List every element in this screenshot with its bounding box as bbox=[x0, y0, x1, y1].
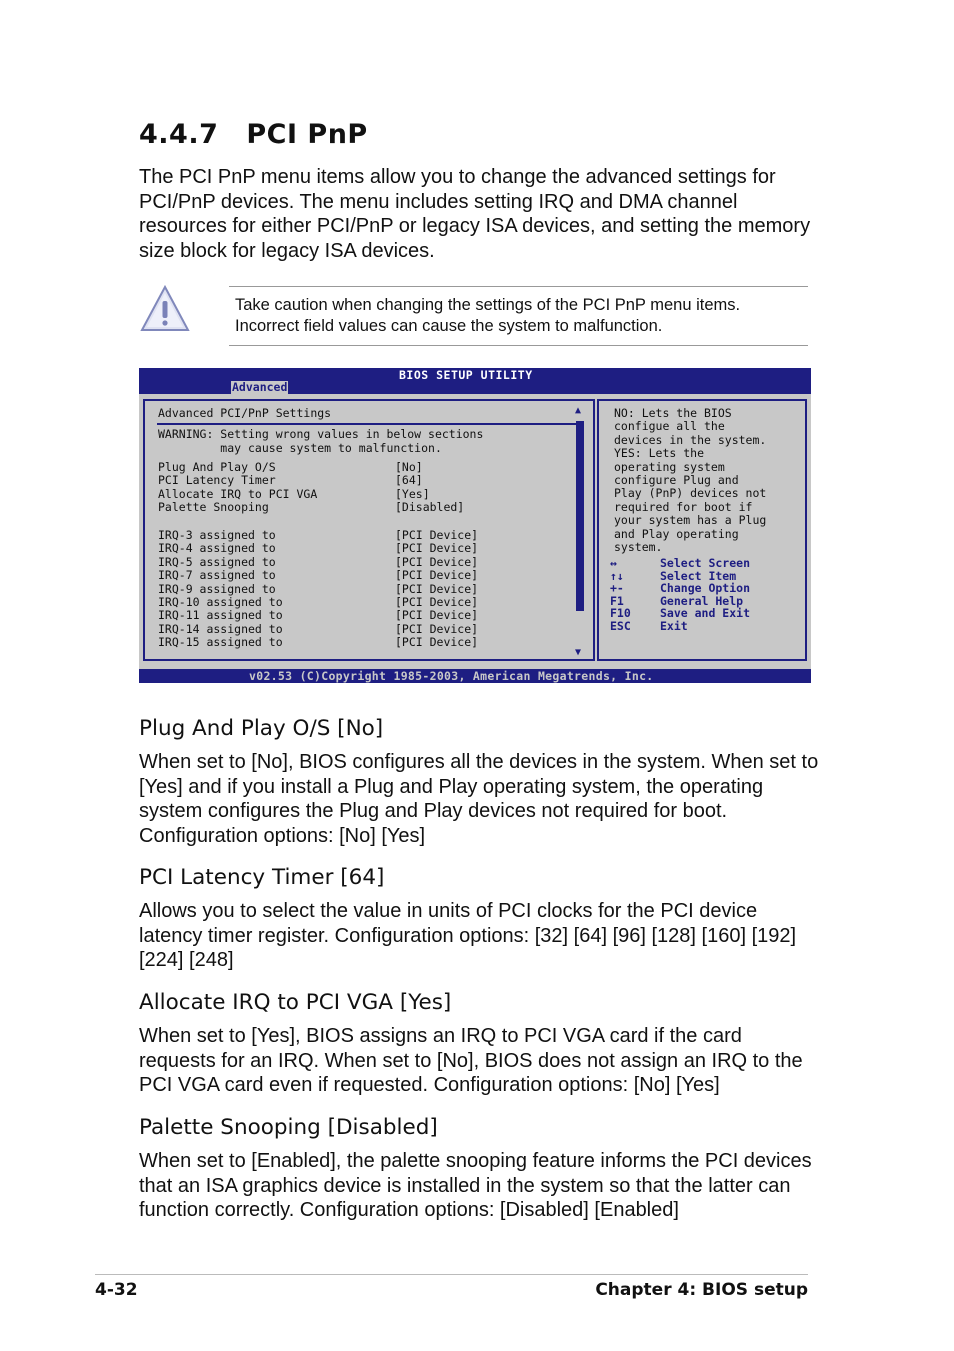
bios-irq-row[interactable] bbox=[158, 596, 558, 609]
key-legend-row bbox=[610, 620, 800, 633]
key-name: ESC bbox=[610, 618, 631, 633]
irq-label: IRQ-7 assigned to bbox=[158, 568, 276, 583]
key-desc: Change Option bbox=[660, 581, 751, 595]
help-line: your system has a Plug bbox=[614, 513, 767, 528]
scrollbar-thumb[interactable] bbox=[576, 421, 584, 611]
scroll-down-icon[interactable]: ▼ bbox=[575, 647, 582, 658]
intro-paragraph: The PCI PnP menu items allow you to change the advanced settings for PCI/PnP devices. The menu includes setting IRQ and DMA channel resources for either PCI/PnP or legacy ISA devices, and setting the memory size block for legacy ISA devices. bbox=[139, 166, 811, 262]
irq-value: [PCI Device] bbox=[395, 635, 479, 650]
warning-icon bbox=[139, 284, 191, 334]
bios-setting-row[interactable] bbox=[158, 461, 558, 474]
key-arrows-horizontal-icon: ↔ bbox=[610, 556, 617, 570]
bios-irq-list bbox=[158, 529, 558, 650]
bios-title-bar bbox=[139, 368, 811, 394]
key-legend-row bbox=[610, 582, 800, 595]
setting-value: [No] bbox=[395, 460, 423, 474]
irq-value: [PCI Device] bbox=[395, 528, 479, 542]
help-line: devices in the system. bbox=[614, 432, 767, 447]
help-line: Play (PnP) devices not bbox=[614, 486, 767, 501]
irq-label: IRQ-11 assigned to bbox=[158, 608, 283, 623]
tab-advanced[interactable]: Advanced bbox=[232, 380, 288, 394]
help-line: configure Plug and bbox=[614, 473, 739, 488]
key-desc: Save and Exit bbox=[660, 606, 751, 620]
bios-setting-row[interactable] bbox=[158, 474, 558, 487]
irq-label: IRQ-10 assigned to bbox=[158, 594, 283, 609]
irq-label: IRQ-15 assigned to bbox=[158, 635, 283, 650]
help-line: YES: Lets the bbox=[614, 446, 705, 461]
scroll-up-icon[interactable]: ▲ bbox=[575, 405, 582, 416]
item-description: When set to [Enabled], the palette snooping feature informs the PCI devices that an ISA graphics device is installed in the system so that the latter can function correctly. Configuration options: [Disabled] [Enabled] bbox=[139, 1150, 812, 1221]
setting-value: [Yes] bbox=[395, 486, 430, 501]
bios-status-bar bbox=[139, 669, 811, 683]
key-desc: Select Screen bbox=[660, 556, 751, 570]
help-line: operating system bbox=[614, 459, 725, 474]
bios-irq-row[interactable] bbox=[158, 609, 558, 622]
bios-irq-row[interactable] bbox=[158, 636, 558, 649]
bios-irq-row[interactable] bbox=[158, 583, 558, 596]
item-description: Allows you to select the value in units of PCI clocks for the PCI device latency timer register. Configuration options: [32] [64] [96] [128] [160] [192] [224] [248] bbox=[139, 900, 797, 971]
key-desc: Exit bbox=[660, 618, 688, 633]
setting-label: Palette Snooping bbox=[158, 500, 269, 515]
key-name: +- bbox=[610, 581, 624, 595]
section-title: PCI PnP bbox=[246, 119, 368, 150]
setting-value: [Disabled] bbox=[395, 500, 465, 515]
item-heading: Palette Snooping [Disabled] bbox=[139, 1115, 438, 1140]
help-line: NO: Lets the BIOS bbox=[614, 406, 732, 420]
setting-label: Plug And Play O/S bbox=[158, 460, 276, 474]
item-description: When set to [Yes], BIOS assigns an IRQ to PCI VGA card if the card requests for an IRQ. When set to [No], BIOS does not assign an IRQ to the PCI VGA card even if requested. Configuration options: [No] [Yes] bbox=[139, 1025, 803, 1096]
bios-irq-row[interactable] bbox=[158, 556, 558, 569]
bios-screenshot bbox=[139, 368, 811, 683]
bios-key-legend bbox=[610, 557, 800, 632]
key-desc: General Help bbox=[660, 593, 744, 608]
setting-label: PCI Latency Timer bbox=[158, 473, 276, 488]
help-line: and Play operating bbox=[614, 526, 739, 541]
bios-help-panel bbox=[597, 399, 807, 661]
item-description: When set to [No], BIOS configures all the devices in the system. When set to [Yes] and if you install a Plug and Play operating system, the operating system configures the Plug and Play devices not required for boot. Configuration options: [No] [Yes] bbox=[139, 751, 819, 847]
bios-help-text bbox=[614, 407, 766, 554]
bios-settings-list bbox=[158, 461, 558, 515]
help-line: configue all the bbox=[614, 419, 725, 434]
bios-copyright: v02.53 (C)Copyright 1985-2003, American Megatrends, Inc. bbox=[249, 669, 654, 683]
chapter-label: Chapter 4: BIOS setup bbox=[595, 1280, 808, 1300]
bios-title: BIOS SETUP UTILITY bbox=[399, 368, 533, 382]
setting-label: Allocate IRQ to PCI VGA bbox=[158, 486, 318, 501]
irq-value: [PCI Device] bbox=[395, 581, 479, 596]
bios-irq-row[interactable] bbox=[158, 542, 558, 555]
section-number: 4.4.7 bbox=[139, 119, 219, 150]
section-heading bbox=[139, 119, 368, 150]
irq-label: IRQ-5 assigned to bbox=[158, 554, 276, 569]
bios-panel-heading: Advanced PCI/PnP Settings bbox=[158, 406, 332, 420]
irq-value: [PCI Device] bbox=[395, 568, 479, 583]
key-desc: Select Item bbox=[660, 568, 737, 583]
key-name: F10 bbox=[610, 606, 631, 620]
bios-warning-line: may cause system to malfunction. bbox=[158, 440, 442, 455]
bios-irq-row[interactable] bbox=[158, 569, 558, 582]
caution-text: Take caution when changing the settings of the PCI PnP menu items. Incorrect field values can cause the system to malfunction. bbox=[235, 296, 741, 335]
key-name: F1 bbox=[610, 593, 624, 608]
bios-settings-panel bbox=[143, 399, 595, 661]
help-line: required for boot if bbox=[614, 499, 753, 514]
item-heading: PCI Latency Timer [64] bbox=[139, 865, 385, 890]
item-heading: Plug And Play O/S [No] bbox=[139, 716, 384, 741]
bios-warning-line: WARNING: Setting wrong values in below sections bbox=[158, 427, 484, 441]
irq-value: [PCI Device] bbox=[395, 608, 479, 623]
bios-setting-row[interactable] bbox=[158, 501, 558, 514]
irq-value: [PCI Device] bbox=[395, 554, 479, 569]
setting-value: [64] bbox=[395, 473, 423, 488]
caution-note bbox=[229, 286, 808, 346]
divider bbox=[157, 423, 581, 425]
irq-label: IRQ-4 assigned to bbox=[158, 541, 276, 556]
key-legend-row bbox=[610, 557, 800, 570]
key-arrows-vertical-icon: ↑↓ bbox=[610, 568, 624, 583]
irq-value: [PCI Device] bbox=[395, 541, 479, 556]
help-line: system. bbox=[614, 540, 663, 555]
item-heading: Allocate IRQ to PCI VGA [Yes] bbox=[139, 990, 452, 1015]
irq-label: IRQ-3 assigned to bbox=[158, 528, 276, 542]
irq-value: [PCI Device] bbox=[395, 594, 479, 609]
footer-divider bbox=[95, 1274, 808, 1275]
key-legend-row bbox=[610, 607, 800, 620]
bios-setting-row[interactable] bbox=[158, 488, 558, 501]
irq-value: [PCI Device] bbox=[395, 621, 479, 636]
irq-label: IRQ-9 assigned to bbox=[158, 581, 276, 596]
bios-irq-row[interactable] bbox=[158, 529, 558, 542]
irq-label: IRQ-14 assigned to bbox=[158, 621, 283, 636]
bios-irq-row[interactable] bbox=[158, 623, 558, 636]
page-number: 4-32 bbox=[95, 1280, 138, 1300]
